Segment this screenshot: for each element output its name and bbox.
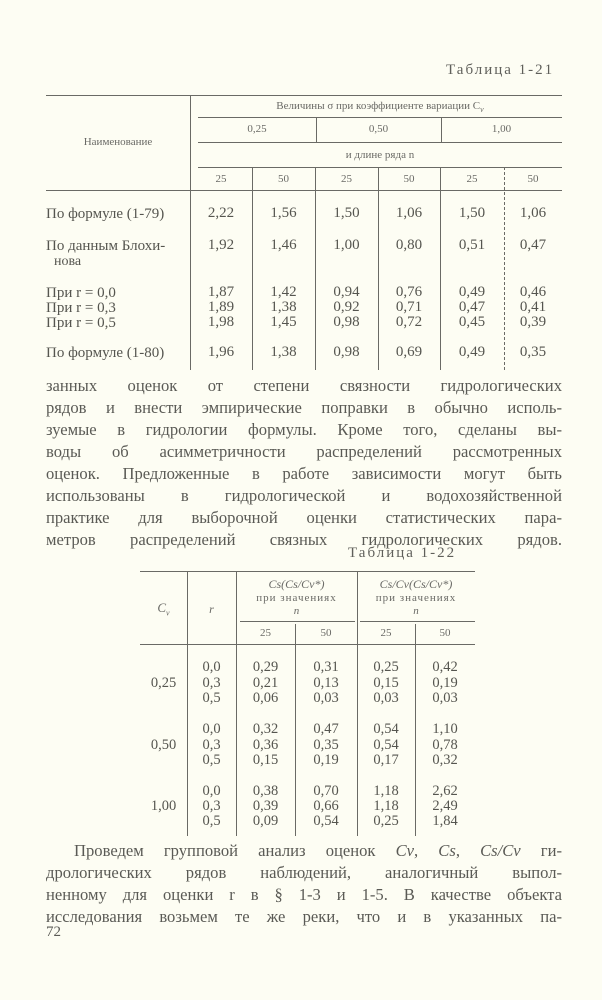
- table-cell: 0,47: [458, 299, 486, 315]
- table-cell: 1,18: [373, 798, 399, 814]
- table-cell: 0,70: [313, 783, 339, 799]
- header-group2-n: n: [413, 605, 419, 617]
- table-rule: [360, 621, 475, 622]
- header-group1-n: n: [293, 605, 300, 617]
- table-cell: 0,15: [373, 675, 399, 691]
- table-cell: 0,46: [519, 284, 547, 300]
- header-cv-025: 0,25: [247, 123, 267, 135]
- table-cell: 0,03: [373, 690, 399, 706]
- table-cell: 1,98: [207, 314, 235, 330]
- table-cell: 0,41: [519, 299, 547, 315]
- table-cell: 2,22: [207, 205, 235, 221]
- table-cell: 1,38: [270, 344, 297, 360]
- header-n: 25: [260, 627, 271, 639]
- table-cell: 0,98: [333, 344, 360, 360]
- table-cell: 0,03: [313, 690, 339, 706]
- text-line: оценок. Предложенные в работе зависимости могут быть: [46, 464, 562, 483]
- header-group2-title: Cs/Cv(Cs/Cv*): [379, 577, 453, 591]
- header-cv-050: 0,50: [368, 123, 389, 135]
- row-label: По формуле (1-80): [46, 345, 165, 361]
- header-name-column: Наименование: [83, 136, 153, 148]
- table-cell: 0,38: [252, 783, 279, 799]
- table-cell: 1,87: [207, 284, 235, 300]
- table-cell: 0,54: [373, 721, 399, 737]
- text-span: ги-: [520, 841, 562, 860]
- table-cell: 1,56: [270, 205, 297, 221]
- row-label: По данным Блохи-: [46, 238, 166, 254]
- r-value: 0,3: [202, 675, 221, 691]
- table-cell: 0,47: [519, 237, 547, 253]
- table-cell: 0,49: [458, 344, 486, 360]
- table-cell: 0,32: [432, 752, 458, 768]
- table-cell: 0,71: [395, 299, 423, 315]
- header-group-title-text: Величины σ при коэффициенте вариации C: [276, 100, 481, 112]
- r-value: 0,3: [202, 798, 221, 814]
- table-cell: 0,09: [252, 813, 279, 829]
- var-cs-cv: Cs/Cv: [480, 841, 521, 860]
- header-length-label: и длине ряда n: [345, 149, 415, 161]
- table-cell: 0,51: [458, 237, 486, 253]
- table-cell: 0,17: [373, 752, 399, 768]
- subscript-v: v: [480, 105, 484, 115]
- table-cell: 1,10: [432, 721, 458, 737]
- header-cv-text: C: [157, 600, 167, 615]
- table-rule: [46, 95, 562, 96]
- cv-value: 1,00: [150, 798, 177, 814]
- var-cs: Cs: [438, 841, 456, 860]
- table-cell: 0,19: [432, 675, 458, 691]
- row-label: При r = 0,3: [46, 300, 116, 316]
- table-cell: 0,69: [395, 344, 423, 360]
- r-value: 0,5: [202, 690, 221, 706]
- table-cell: 0,49: [458, 284, 486, 300]
- table-cell: 0,39: [252, 798, 279, 814]
- header-n: 50: [403, 173, 415, 185]
- text-line: рядов и внести эмпирические поправки в обычно исполь-: [46, 398, 562, 417]
- table-cell: 0,47: [313, 721, 339, 737]
- r-value: 0,5: [202, 813, 221, 829]
- cv-value: 0,25: [150, 675, 177, 691]
- row-label: По формуле (1-79): [46, 206, 165, 222]
- header-group1-sub: при значениях: [256, 592, 337, 604]
- table-cell: 0,31: [313, 659, 339, 675]
- header-n: 50: [527, 173, 539, 185]
- text-line: дрологических рядов наблюдений, аналогичный выпол-: [46, 863, 562, 882]
- header-cv-100: 1,00: [491, 123, 512, 135]
- row-label: При r = 0,5: [46, 315, 116, 331]
- text-line: исследования возьмем те же реки, что и в указанных па-: [46, 907, 562, 926]
- table-cell: 1,45: [270, 314, 297, 330]
- r-value: 0,0: [202, 659, 221, 675]
- r-value: 0,0: [202, 783, 221, 799]
- table-cell: 1,50: [333, 205, 360, 221]
- body-paragraph: [46, 840, 562, 928]
- table-divider: [315, 167, 316, 370]
- text-line: Проведем групповой анализ оценок Cv, Cs, Cs/Cv ги-: [74, 841, 562, 860]
- table-cell: 0,42: [432, 659, 458, 675]
- table-caption-1-21: Таблица 1-21: [446, 62, 555, 78]
- text-line: использованы в гидрологической и водохозяйственной: [46, 486, 562, 505]
- table-caption-1-22: Таблица 1-22: [348, 545, 457, 561]
- text-line: метров распределений связных гидрологических рядов.: [46, 530, 562, 549]
- header-group-title: [198, 100, 562, 114]
- table-cell: 1,06: [519, 205, 547, 221]
- table-divider: [504, 167, 505, 370]
- text-line: зуемые в гидрологии формулы. Кроме того, сделаны вы-: [46, 420, 562, 439]
- table-rule: [140, 644, 475, 645]
- table-cell: 0,35: [313, 737, 339, 753]
- table-cell: 0,15: [252, 752, 279, 768]
- table-rule: [198, 117, 562, 118]
- text-line: ненному для оценки r в § 1-3 и 1-5. В качестве объекта: [46, 885, 562, 904]
- table-cell: 0,35: [519, 344, 547, 360]
- r-value: 0,3: [202, 737, 221, 753]
- row-label-cont: нова: [54, 254, 82, 269]
- page-number: 72: [46, 924, 61, 940]
- table-cell: 0,13: [313, 675, 339, 691]
- table-divider: [440, 167, 441, 370]
- table-cell: 0,21: [252, 675, 279, 691]
- table-cell: 2,49: [432, 798, 458, 814]
- table-cell: 0,54: [313, 813, 339, 829]
- table-cell: 0,25: [373, 659, 399, 675]
- header-n: 25: [380, 627, 392, 639]
- table-cell: 0,78: [432, 737, 458, 753]
- table-cell: 1,46: [270, 237, 297, 253]
- header-r: r: [209, 602, 214, 616]
- table-cell: 1,38: [270, 299, 297, 315]
- table-cell: 1,84: [432, 813, 458, 829]
- header-cv: [140, 600, 187, 618]
- header-n: 50: [439, 627, 451, 639]
- header-group1-title: Cs(Cs/Cv*): [268, 577, 325, 591]
- table-cell: 0,72: [395, 314, 423, 330]
- var-cv: Cv: [395, 841, 415, 860]
- table-cell: 0,03: [432, 690, 458, 706]
- text-line: занных оценок от степени связности гидрологических: [46, 376, 562, 395]
- table-cell: 1,50: [458, 205, 486, 221]
- header-group2-sub: при значениях: [375, 592, 457, 604]
- table-cell: 0,76: [395, 284, 423, 300]
- table-cell: 0,54: [373, 737, 399, 753]
- header-n: 50: [278, 173, 289, 185]
- table-cell: 1,06: [395, 205, 423, 221]
- header-n: 25: [341, 173, 352, 185]
- table-cell: 0,36: [252, 737, 279, 753]
- table-cell: 0,25: [373, 813, 399, 829]
- text-line: практике для выборочной оценки статистических пара-: [46, 508, 562, 527]
- table-cell: 1,00: [333, 237, 360, 253]
- table-cell: 0,45: [458, 314, 486, 330]
- table-cell: 0,66: [313, 798, 339, 814]
- table-cell: 0,32: [252, 721, 279, 737]
- table-cell: 0,39: [519, 314, 547, 330]
- body-paragraph: [46, 375, 562, 551]
- subscript-v: v: [166, 608, 170, 618]
- table-cell: 1,18: [373, 783, 399, 799]
- header-n: 25: [466, 173, 478, 185]
- table-cell: 0,98: [333, 314, 360, 330]
- table-rule: [46, 190, 562, 191]
- r-value: 0,5: [202, 752, 221, 768]
- cv-value: 0,50: [150, 737, 177, 753]
- table-rule: [240, 621, 355, 622]
- header-n: 50: [320, 627, 332, 639]
- table-rule: [140, 571, 475, 572]
- table-cell: 1,89: [207, 299, 235, 315]
- table-divider: [378, 167, 379, 370]
- table-cell: 2,62: [432, 783, 458, 799]
- table-divider: [252, 167, 253, 370]
- table-cell: 0,19: [313, 752, 339, 768]
- row-label: При r = 0,0: [46, 285, 116, 301]
- table-cell: 1,92: [207, 237, 235, 253]
- r-value: 0,0: [202, 721, 221, 737]
- table-cell: 0,92: [333, 299, 360, 315]
- table-cell: 0,06: [252, 690, 279, 706]
- text-line: воды об асимметричности распределений рассмотренных: [46, 442, 562, 461]
- table-cell: 0,94: [333, 284, 360, 300]
- table-cell: 1,42: [270, 284, 297, 300]
- text-span: Проведем групповой анализ оценок: [74, 841, 396, 860]
- header-n: 25: [215, 173, 227, 185]
- table-cell: 0,29: [252, 659, 279, 675]
- table-cell: 0,80: [395, 237, 423, 253]
- table-rule: [198, 142, 562, 143]
- table-cell: 1,96: [207, 344, 235, 360]
